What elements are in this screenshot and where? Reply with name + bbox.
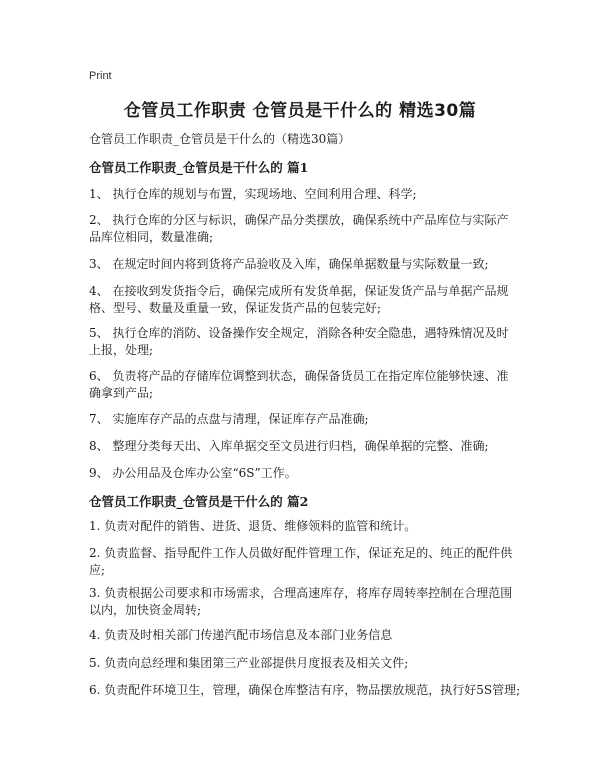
list-item: 8、 整理分类每天出、入库单据交至文员进行归档，确保单据的完整、准确; [89, 439, 489, 453]
page-title: 仓管员工作职责 仓管员是干什么的 精选30篇 [123, 101, 477, 121]
section-heading: 仓管员工作职责_仓管员是干什么的 篇1 [89, 160, 309, 175]
list-item: 4. 负责及时相关部门传递汽配市场信息及本部门业务信息 [89, 628, 393, 642]
list-item: 1、 执行仓库的规划与布置，实现场地、空间利用合理、科学; [89, 187, 417, 201]
list-item: 1. 负责对配件的销售、进货、退货、维修领料的监管和统计。 [89, 519, 417, 533]
list-item: 3. 负责根据公司要求和市场需求，合理高速库存，将库存周转率控制在合理范围以内，加快资金周转; [89, 586, 513, 617]
list-item: 2. 负责监督、指导配件工作人员做好配件管理工作，保证充足的、纯正的配件供应; [89, 546, 513, 577]
list-item: 9、 办公用品及仓库办公室“6S”工作。 [89, 466, 297, 480]
list-item: 4、 在接收到发货指令后，确保完成所有发货单据，保证发货产品与单据产品规格、型号、数量及重量一致，保证发货产品的包装完好; [89, 284, 509, 315]
list-item: 5、 执行仓库的消防、设备操作安全规定，消除各种安全隐患，遇特殊情况及时上报，处理; [89, 326, 509, 357]
list-item: 3、 在规定时间内将到货将产品验收及入库，确保单据数量与实际数量一致; [89, 257, 489, 271]
list-item: 2、 执行仓库的分区与标识，确保产品分类摆放，确保系统中产品库位与实际产品库位相同，数量准确; [89, 213, 509, 244]
page-subtitle: 仓管员工作职责_仓管员是干什么的（精选30篇） [89, 132, 351, 146]
section-heading: 仓管员工作职责_仓管员是干什么的 篇2 [89, 494, 309, 509]
list-item: 6. 负责配件环境卫生，管理，确保仓库整洁有序，物品摆放规范，执行好5S管理; [89, 683, 521, 697]
list-item: 5. 负责向总经理和集团第三产业部提供月度报表及相关文件; [89, 656, 409, 670]
list-item: 6、 负责将产品的存储库位调整到状态，确保备货员工在指定库位能够快速、准确拿到产品; [89, 369, 509, 400]
print-label[interactable]: Print [89, 70, 112, 82]
list-item: 7、 实施库存产品的点盘与清理，保证库存产品准确; [89, 412, 369, 426]
